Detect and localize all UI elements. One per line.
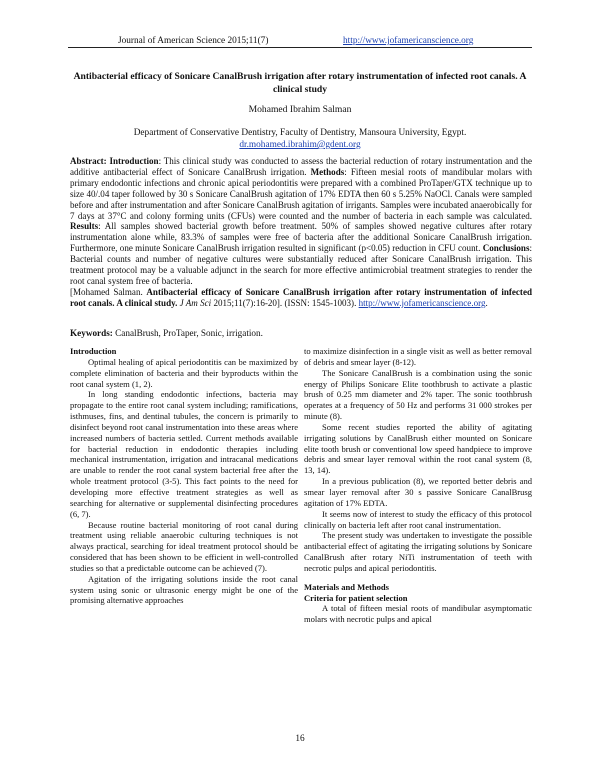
right-paragraph-7: A total of fifteen mesial roots of mandibular asymptomatic molars with necrotic pulps and apical xyxy=(304,603,532,625)
abstract-block xyxy=(70,156,532,309)
abstract-methods-text: : Fifteen mesial roots of mandibular molars with primary endodontic infections and chronic apical periodontitis were prepared with a combined ProTaper/GTX technique up to size 40/.04 taper followed by 30 s Sonicare CanalBrush agitation of 17% EDTA then 60 s 5.25% NaOCl. Canals were sampled before and after instrumentation and after Sonicare CanalBrush agitation of irrigants. Samples were incubated anaerobically for 7 days at 37°C and colony forming units (CFUs) were counted and the number of bacteria in each sample was calculated. xyxy=(70,166,533,221)
citation-journal: J Am Sci xyxy=(179,297,212,308)
right-paragraph-2: The Sonicare CanalBrush is a combination using the sonic energy of Philips Sonicare Elite toothbrush to activate a plastic brush of 0.25 mm diameter and 2% taper. The sonic toothbrush operates at a frequency of 50 Hz and performs 31 000 strokes per minute (8). xyxy=(304,367,532,422)
right-paragraph-5: It seems now of interest to study the efficacy of this protocol clinically on bacteria left after root canal instrumentation. xyxy=(304,508,532,530)
abstract-paragraph xyxy=(70,156,532,287)
journal-url-link[interactable]: http://www.jofamericanscience.org xyxy=(343,36,474,46)
page-number: 16 xyxy=(295,734,305,744)
citation-url-link[interactable]: http://www.jofamericanscience.org xyxy=(358,297,486,308)
intro-paragraph-4: Agitation of the irrigating solutions inside the root canal system using sonic or ultrasonic energy might be one of the promising alternative approaches xyxy=(70,573,298,606)
right-paragraph-3: Some recent studies reported the ability of agitating irrigating solutions by CanalBrush either mounted on Sonicare elite tooth brush or conventional low speed handpiece to improve debris and smear layer removal within the root canal system (8, 13, 14). xyxy=(304,421,532,476)
keywords-label: Keywords: xyxy=(70,328,113,338)
citation-details: 2015;11(7):16-20]. (ISSN: 1545-1003). xyxy=(213,297,357,308)
methods-heading: Materials and Methods xyxy=(304,581,389,592)
header-divider xyxy=(68,47,532,48)
keywords-line xyxy=(70,328,263,338)
abstract-intro-text: : This clinical study was conducted to assess the bacterial reduction of rotary instrumentation and the additive antibacterial effect of Sonicare CanalBrush irrigation. xyxy=(70,156,532,177)
introduction-heading: Introduction xyxy=(70,346,117,356)
citation-title: Antibacterial efficacy of Sonicare CanalBrush irrigation after rotary instrumentation of infected root canals. A clinical study. xyxy=(70,286,532,308)
intro-paragraph-3: Because routine bacterial monitoring of root canal during treatment using reliable anaerobic culturing techniques is not always practical, searching for ideal treatment protocol should be considered that has been shown to be efficient in well-controlled studies so that a predictable outcome can be achieved (7). xyxy=(70,519,298,573)
affiliation-text: Department of Conservative Dentistry, Faculty of Dentistry, Mansoura University, Egypt. xyxy=(133,128,467,138)
affiliation-block xyxy=(0,127,600,151)
abstract-results-text: : All samples showed bacterial growth before treatment. 50% of samples showed negative cultures after rotary instrumentation alone while, 83.3% of samples were free of bacteria after the additional Sonicare CanalBrush irrigation. Furthermore, one minute Sonicare CanalBrush irrigation resulted in significant (p<0.05) reduction in CFU count. xyxy=(70,221,532,254)
citation-open: [Mohamed Salman. xyxy=(70,286,143,297)
journal-header: Journal of American Science 2015;11(7) xyxy=(118,36,269,46)
right-paragraph-4: In a previous publication (8), we reported better debris and smear layer removal after 30 s passive Sonicare CanalBrusg agitation of 17% EDTA. xyxy=(304,476,532,508)
right-paragraph-1: to maximize disinfection in a single visit as well as better removal of debris and smear layer (8-12). xyxy=(304,346,532,367)
abstract-label: Abstract: xyxy=(70,156,107,166)
left-column xyxy=(70,346,298,606)
author-email-link[interactable]: dr.mohamed.ibrahim@gdent.org xyxy=(239,140,361,150)
abstract-intro-label: Introduction xyxy=(109,156,159,166)
intro-paragraph-1: Optimal healing of apical periodontitis can be maximized by complete elimination of bacteria and their byproducts within the root canal system (1, 2). xyxy=(70,356,298,389)
abstract-results-label: Results xyxy=(70,221,99,232)
abstract-methods-label: Methods xyxy=(310,166,345,177)
keywords-text: CanalBrush, ProTaper, Sonic, irrigation. xyxy=(112,328,263,338)
author-name: Mohamed Ibrahim Salman xyxy=(248,104,352,115)
right-column xyxy=(304,346,532,625)
abstract-conclusions-label: Conclusions xyxy=(482,243,530,254)
abstract-conclusions-text: : Bacterial counts and number of negative cultures were substantially reduced after Sonicare CanalBrush irrigation. This treatment protocol may be a valuable adjunct in the search for more effective antimicrobial treatment strategies to render the root canal system free of bacteria. xyxy=(70,243,532,286)
right-paragraph-6: The present study was undertaken to investigate the possible antibacterial effect of agitating the irrigating solutions by Sonicare CanalBrush after rotary NiTi instrumentation of teeth with necrotic pulps and apical periodontitis. xyxy=(304,530,532,573)
citation-end: . xyxy=(485,297,488,308)
criteria-heading: Criteria for patient selection xyxy=(304,592,408,603)
citation-paragraph xyxy=(70,287,532,309)
intro-paragraph-2: In long standing endodontic infections, bacteria may propagate to the entire root canal system including; ramifications, isthmuses, fins, and dentinal tubules, the concern is primarily to disinfect beyond root canal instrumentation into these areas where increased numbers of bacteria settled. Current methods available for bacterial reduction in endodontic therapies including mechanical instrumentation, irrigation and intracanal medications are unable to render the root canal system bacterial free after the whole treatment protocol (3-5). This fact points to the need for developing more effective treatment strategies as well as searching for alternative or supplemental disinfecting procedures (6, 7). xyxy=(70,389,298,519)
article-title: Antibacterial efficacy of Sonicare CanalBrush irrigation after rotary instrumentation of infected root canals. A clinical study xyxy=(73,71,527,95)
